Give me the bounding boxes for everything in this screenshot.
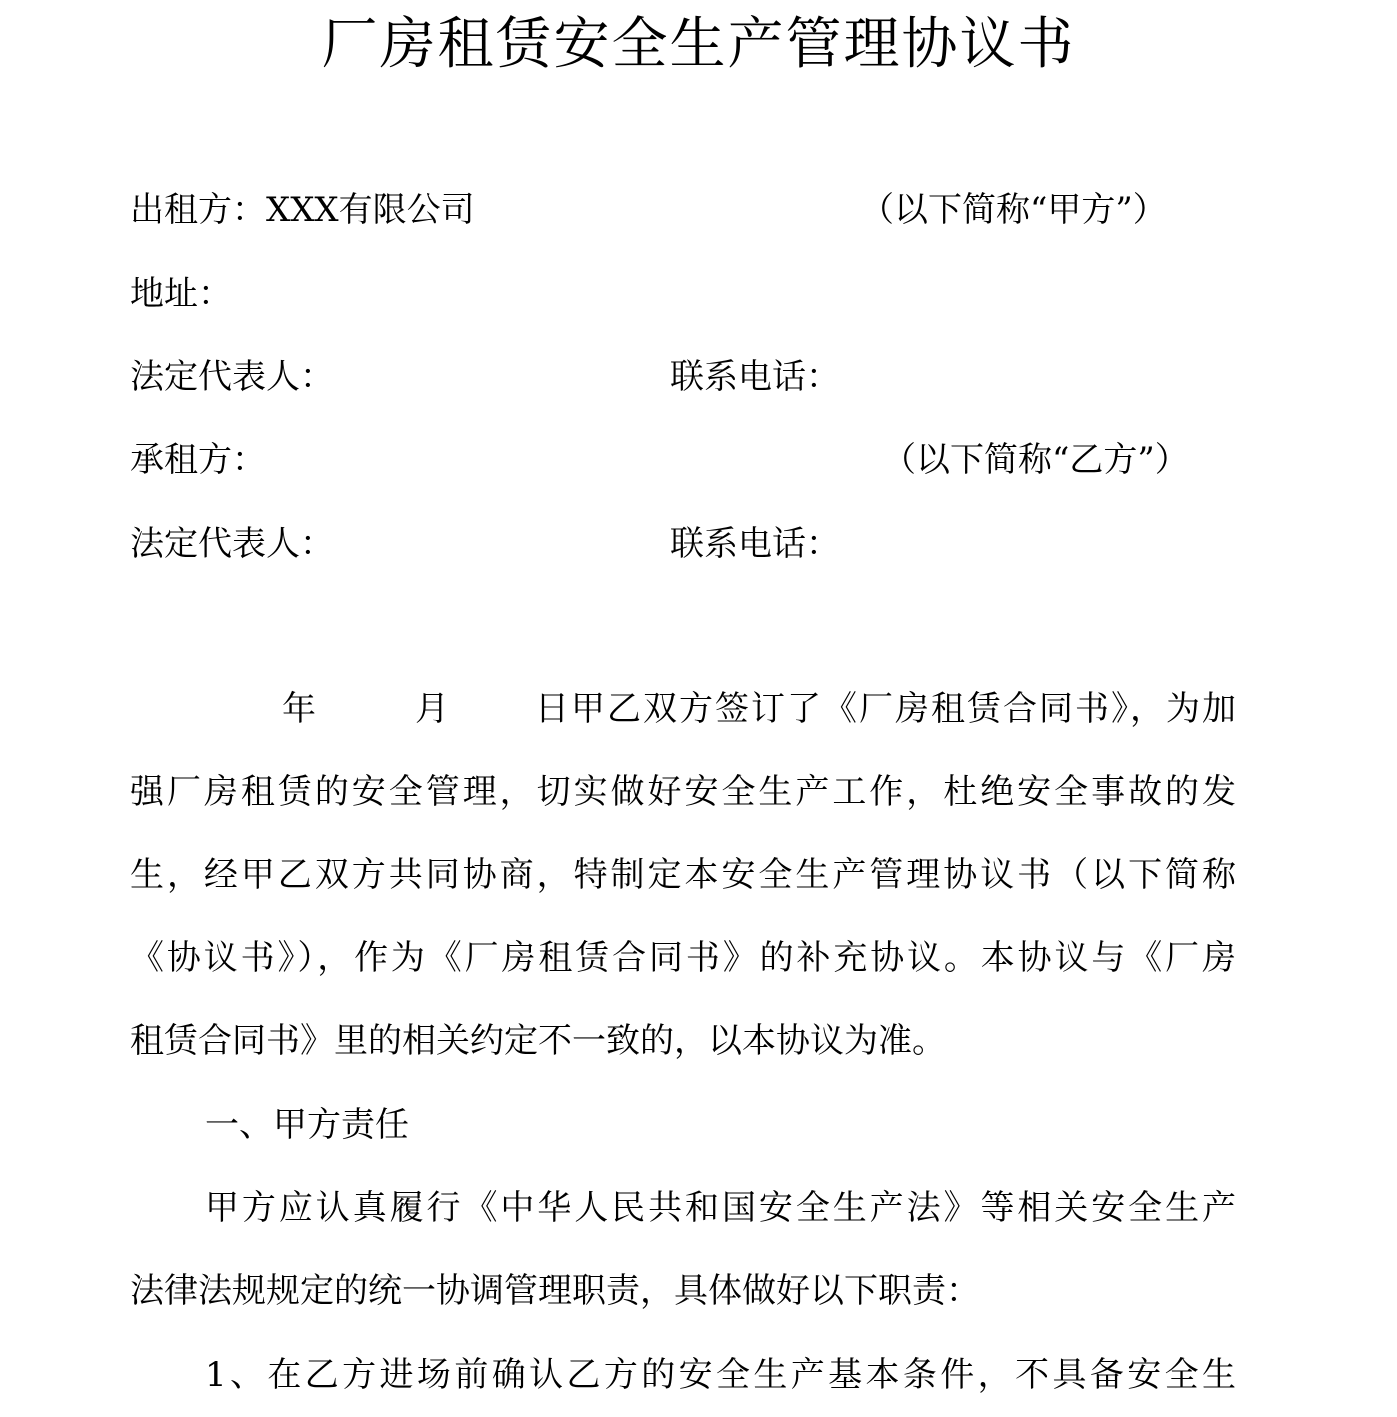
- section-1-item-1: [130, 1334, 1236, 1417]
- lessee-representative-label: 法定代表人：: [130, 524, 334, 564]
- section-1-item-1-line-1: 1、在乙方进场前确认乙方的安全生产基本条件，不具备安全生: [205, 1355, 1236, 1395]
- intro-line-2: 强厂房租赁的安全管理，切实做好安全生产工作，杜绝安全事故的发: [130, 772, 1236, 812]
- lessor-address-label: 地址：: [130, 274, 232, 314]
- lessee-label: 承租方：: [130, 440, 266, 480]
- lessee-phone-label: 联系电话：: [670, 524, 840, 564]
- intro-line-5: 租赁合同书》里的相关约定不一致的，以本协议为准。: [130, 1021, 946, 1061]
- intro-month: 月: [413, 689, 451, 729]
- lessor-alias: （以下简称“甲方”）: [860, 190, 1167, 230]
- lessor-label: 出租方：XXX有限公司: [130, 190, 475, 230]
- intro-line-1: [130, 668, 1236, 751]
- intro-line-4: 《协议书》），作为《厂房租赁合同书》的补充协议。本协议与《厂房: [130, 938, 1236, 978]
- intro-year: 年: [280, 689, 318, 729]
- section-1-heading: 一、甲方责任: [205, 1105, 409, 1145]
- section-1-paragraph: [130, 1167, 1236, 1333]
- section-1-line-1: 甲方应认真履行《中华人民共和国安全生产法》等相关安全生产: [205, 1188, 1236, 1228]
- document-title: 厂房租赁安全生产管理协议书: [321, 12, 1076, 77]
- lessee-alias: （以下简称“乙方”）: [882, 440, 1189, 480]
- intro-line-1-text: 日甲乙双方签订了《厂房租赁合同书》，为加: [533, 689, 1236, 729]
- lessor-phone-label: 联系电话：: [670, 357, 840, 397]
- intro-paragraph: [130, 668, 1236, 1083]
- lessor-representative-label: 法定代表人：: [130, 357, 334, 397]
- section-1-line-2: 法律法规规定的统一协调管理职责，具体做好以下职责：: [130, 1271, 980, 1311]
- intro-line-3: 生，经甲乙双方共同协商，特制定本安全生产管理协议书（以下简称: [130, 855, 1236, 895]
